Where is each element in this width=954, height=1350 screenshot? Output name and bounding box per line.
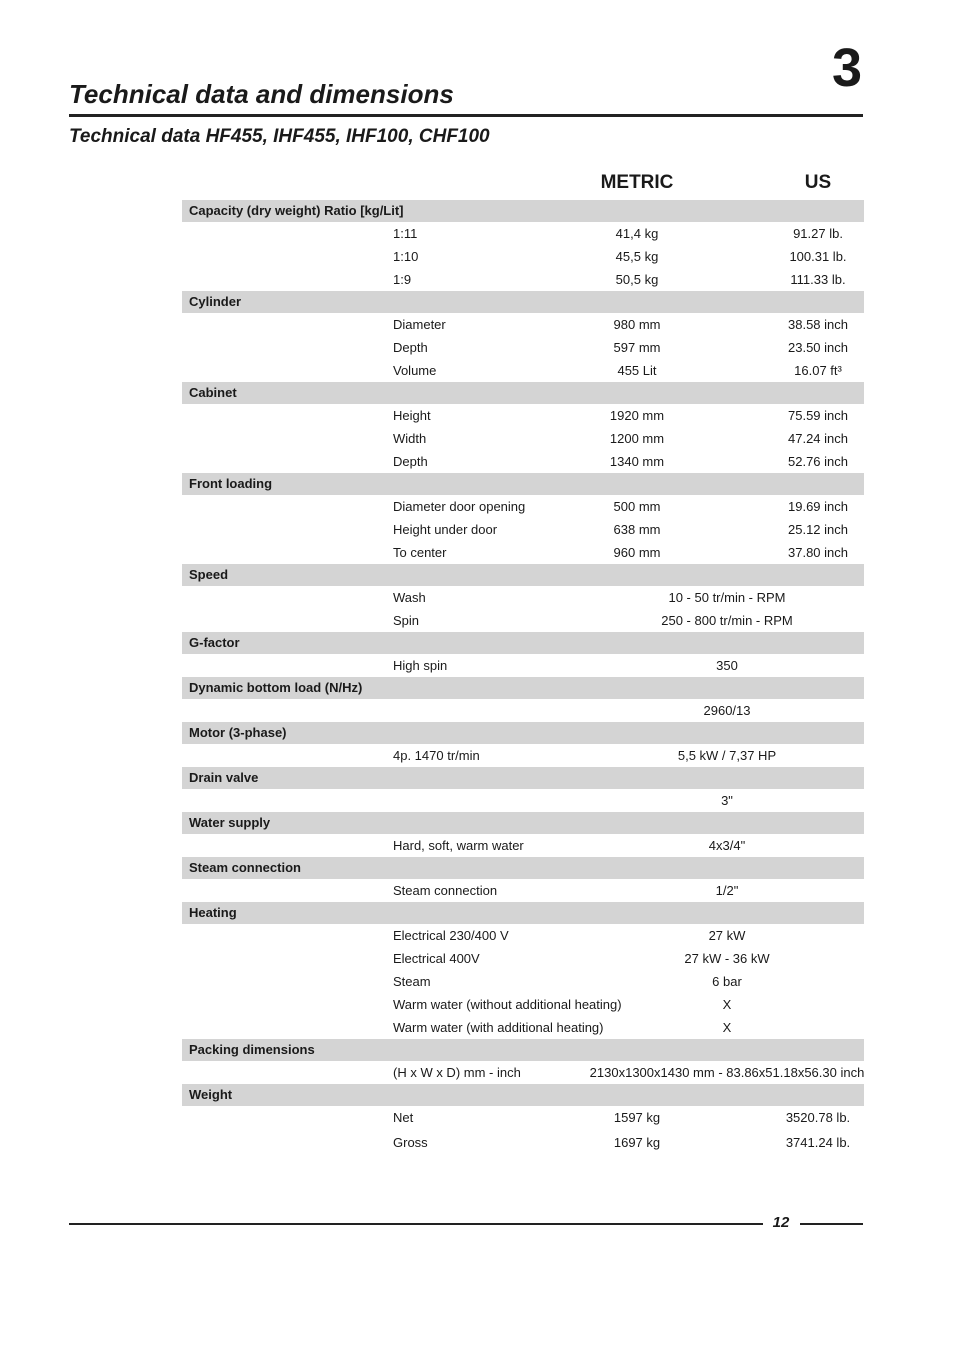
spec-table	[182, 200, 864, 1156]
row-label: Diameter door opening	[393, 499, 526, 514]
row-value: 27 kW - 36 kW	[684, 951, 770, 966]
section-header: Speed	[182, 564, 864, 586]
table-row	[182, 699, 864, 722]
row-label: Electrical 230/400 V	[393, 928, 509, 943]
table-row	[182, 313, 864, 336]
table-row	[182, 654, 864, 677]
table-row	[182, 1061, 864, 1084]
table-row	[182, 970, 864, 993]
row-label: Net	[393, 1110, 414, 1125]
row-value: 3"	[721, 793, 733, 808]
row-label: High spin	[393, 658, 448, 673]
table-row	[182, 879, 864, 902]
section-header: Weight	[182, 1084, 864, 1106]
section-header: Cylinder	[182, 291, 864, 313]
table-row	[182, 268, 864, 291]
table-row	[182, 222, 864, 245]
metric-value: 45,5 kg	[615, 249, 659, 264]
row-value: 10 - 50 tr/min - RPM	[668, 590, 786, 605]
table-row	[182, 359, 864, 382]
table-row	[182, 404, 864, 427]
metric-value: 41,4 kg	[615, 226, 659, 241]
us-column-header: US	[804, 172, 832, 193]
page-subtitle: Technical data HF455, IHF455, IHF100, CHF100	[69, 126, 490, 147]
metric-value: 500 mm	[613, 499, 661, 514]
table-row	[182, 336, 864, 359]
row-label: 1:11	[393, 226, 418, 241]
title-rule	[69, 114, 863, 117]
table-row	[182, 993, 864, 1016]
section-header: G-factor	[182, 632, 864, 654]
section-header: Capacity (dry weight) Ratio [kg/Lit]	[182, 200, 864, 222]
row-label: 1:10	[393, 249, 419, 264]
row-label: Diameter	[393, 317, 446, 332]
metric-value: 1340 mm	[609, 454, 665, 469]
row-value: 1/2"	[715, 883, 739, 898]
us-value: 75.59 inch	[788, 408, 848, 423]
row-value: 4x3/4"	[708, 838, 746, 853]
us-value: 47.24 inch	[788, 431, 848, 446]
section-header: Packing dimensions	[182, 1039, 864, 1061]
row-value: X	[722, 997, 732, 1012]
row-label: Electrical 400V	[393, 951, 480, 966]
section-header: Heating	[182, 902, 864, 924]
metric-value: 455 Lit	[617, 363, 657, 378]
table-row	[182, 924, 864, 947]
metric-value: 1200 mm	[609, 431, 665, 446]
row-label: 1:9	[393, 272, 412, 287]
section-header: Steam connection	[182, 857, 864, 879]
us-value: 23.50 inch	[788, 340, 848, 355]
us-value: 3520.78 lb.	[785, 1110, 851, 1125]
metric-value: 638 mm	[613, 522, 661, 537]
section-header: Drain valve	[182, 767, 864, 789]
row-label: Volume	[393, 363, 437, 378]
us-value: 38.58 inch	[788, 317, 848, 332]
row-label: Depth	[393, 454, 428, 469]
row-label: Depth	[393, 340, 428, 355]
row-value: 6 bar	[712, 974, 742, 989]
table-row	[182, 541, 864, 564]
table-row	[182, 518, 864, 541]
metric-value: 1920 mm	[609, 408, 665, 423]
footer-rule	[69, 1223, 763, 1225]
us-value: 16.07 ft³	[794, 363, 842, 378]
metric-value: 50,5 kg	[615, 272, 659, 287]
metric-column-header: METRIC	[600, 172, 674, 193]
table-row	[182, 1131, 864, 1156]
table-row	[182, 450, 864, 473]
us-value: 3741.24 lb.	[785, 1135, 851, 1150]
metric-value: 960 mm	[613, 545, 661, 560]
row-value: 350	[716, 658, 738, 673]
table-row	[182, 744, 864, 767]
metric-value: 980 mm	[613, 317, 661, 332]
row-label: To center	[393, 545, 447, 560]
table-row	[182, 947, 864, 970]
row-value: 2960/13	[703, 703, 751, 718]
us-value: 25.12 inch	[788, 522, 848, 537]
row-value: 27 kW	[708, 928, 746, 943]
row-label: Warm water (without additional heating)	[393, 997, 622, 1012]
page-number: 12	[772, 1214, 790, 1231]
row-label: Hard, soft, warm water	[393, 838, 524, 853]
us-value: 52.76 inch	[788, 454, 848, 469]
section-header: Dynamic bottom load (N/Hz)	[182, 677, 864, 699]
us-value: 91.27 lb.	[793, 226, 843, 241]
row-label: Warm water (with additional heating)	[393, 1020, 604, 1035]
row-value: X	[722, 1020, 732, 1035]
us-value: 37.80 inch	[788, 545, 848, 560]
row-label: Spin	[393, 613, 420, 628]
page-title: Technical data and dimensions	[69, 79, 454, 109]
row-label: Height under door	[393, 522, 498, 537]
row-label: Steam	[393, 974, 431, 989]
table-row	[182, 245, 864, 268]
chapter-number: 3	[831, 38, 862, 98]
table-row	[182, 789, 864, 812]
row-value: 250 - 800 tr/min - RPM	[661, 613, 793, 628]
row-label: Height	[393, 408, 431, 423]
footer-rule	[800, 1223, 863, 1225]
us-value: 100.31 lb.	[789, 249, 847, 264]
row-label: (H x W x D) mm - inch	[393, 1065, 521, 1080]
metric-value: 597 mm	[613, 340, 661, 355]
metric-value: 1697 kg	[613, 1135, 661, 1150]
row-value: 5,5 kW / 7,37 HP	[677, 748, 777, 763]
table-row	[182, 1106, 864, 1131]
row-value: 2130x1300x1430 mm - 83.86x51.18x56.30 inch	[589, 1065, 865, 1080]
section-header: Water supply	[182, 812, 864, 834]
us-value: 19.69 inch	[788, 499, 848, 514]
table-row	[182, 586, 864, 609]
row-label: Gross	[393, 1135, 428, 1150]
row-label: 4p. 1470 tr/min	[393, 748, 480, 763]
table-row	[182, 495, 864, 518]
row-label: Wash	[393, 590, 426, 605]
row-label: Width	[393, 431, 427, 446]
section-header: Cabinet	[182, 382, 864, 404]
table-row	[182, 427, 864, 450]
table-row	[182, 834, 864, 857]
row-label: Steam connection	[393, 883, 498, 898]
section-header: Front loading	[182, 473, 864, 495]
table-row	[182, 609, 864, 632]
us-value: 111.33 lb.	[790, 272, 846, 287]
table-row	[182, 1016, 864, 1039]
section-header: Motor (3-phase)	[182, 722, 864, 744]
metric-value: 1597 kg	[613, 1110, 661, 1125]
